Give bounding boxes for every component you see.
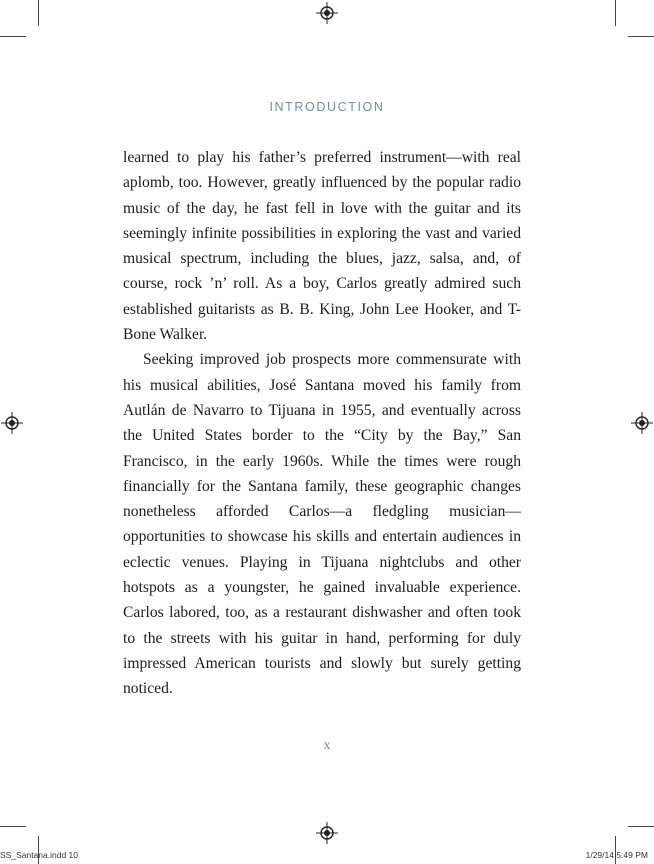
slug-timestamp: 1/29/14 5:49 PM xyxy=(585,850,648,860)
body-text xyxy=(123,145,521,702)
registration-mark-icon xyxy=(1,412,23,434)
paragraph: Seeking improved job prospects more commensurate with his musical abilities, José Santana moved his family from Autlán de Navarro to Tijuana in 1955, and eventually across the United States border to the “City by the Bay,” San Francisco, in the early 1960s. While the times were rough financially for the Santana family, these geographic changes nonetheless afforded Carlos—a fledgling musician—opportunities to showcase his skills and entertain audiences in eclectic venues. Playing in Tijuana nightclubs and other hotspots as a youngster, he gained invaluable experience. Carlos labored, too, as a restaurant dishwasher and often took to the streets with his guitar in hand, performing for duly impressed American tourists and slowly but surely getting noticed. xyxy=(123,351,521,698)
crop-mark xyxy=(628,826,654,827)
paragraph: learned to play his father’s preferred instrument—with real aplomb, too. However, greatly influenced by the popular radio music of the day, he fast fell in love with the guitar and its seemingly infinite possibilities in exploring the vast and varied musical spectrum, including the blues, jazz, salsa, and, of course, rock ’n’ roll. As a boy, Carlos greatly admired such established guitarists as B. B. King, John Lee Hooker, and T-Bone Walker. xyxy=(123,149,521,344)
crop-mark xyxy=(615,0,616,26)
registration-mark-icon xyxy=(316,2,338,24)
registration-mark-icon xyxy=(631,412,653,434)
crop-mark xyxy=(0,36,26,37)
slug-file-name: SS_Santana.indd 10 xyxy=(0,850,78,860)
crop-mark xyxy=(628,36,654,37)
running-head: INTRODUCTION xyxy=(269,100,385,114)
crop-mark xyxy=(0,826,26,827)
crop-mark xyxy=(38,0,39,26)
page-number: x xyxy=(323,738,331,753)
registration-mark-icon xyxy=(316,822,338,844)
